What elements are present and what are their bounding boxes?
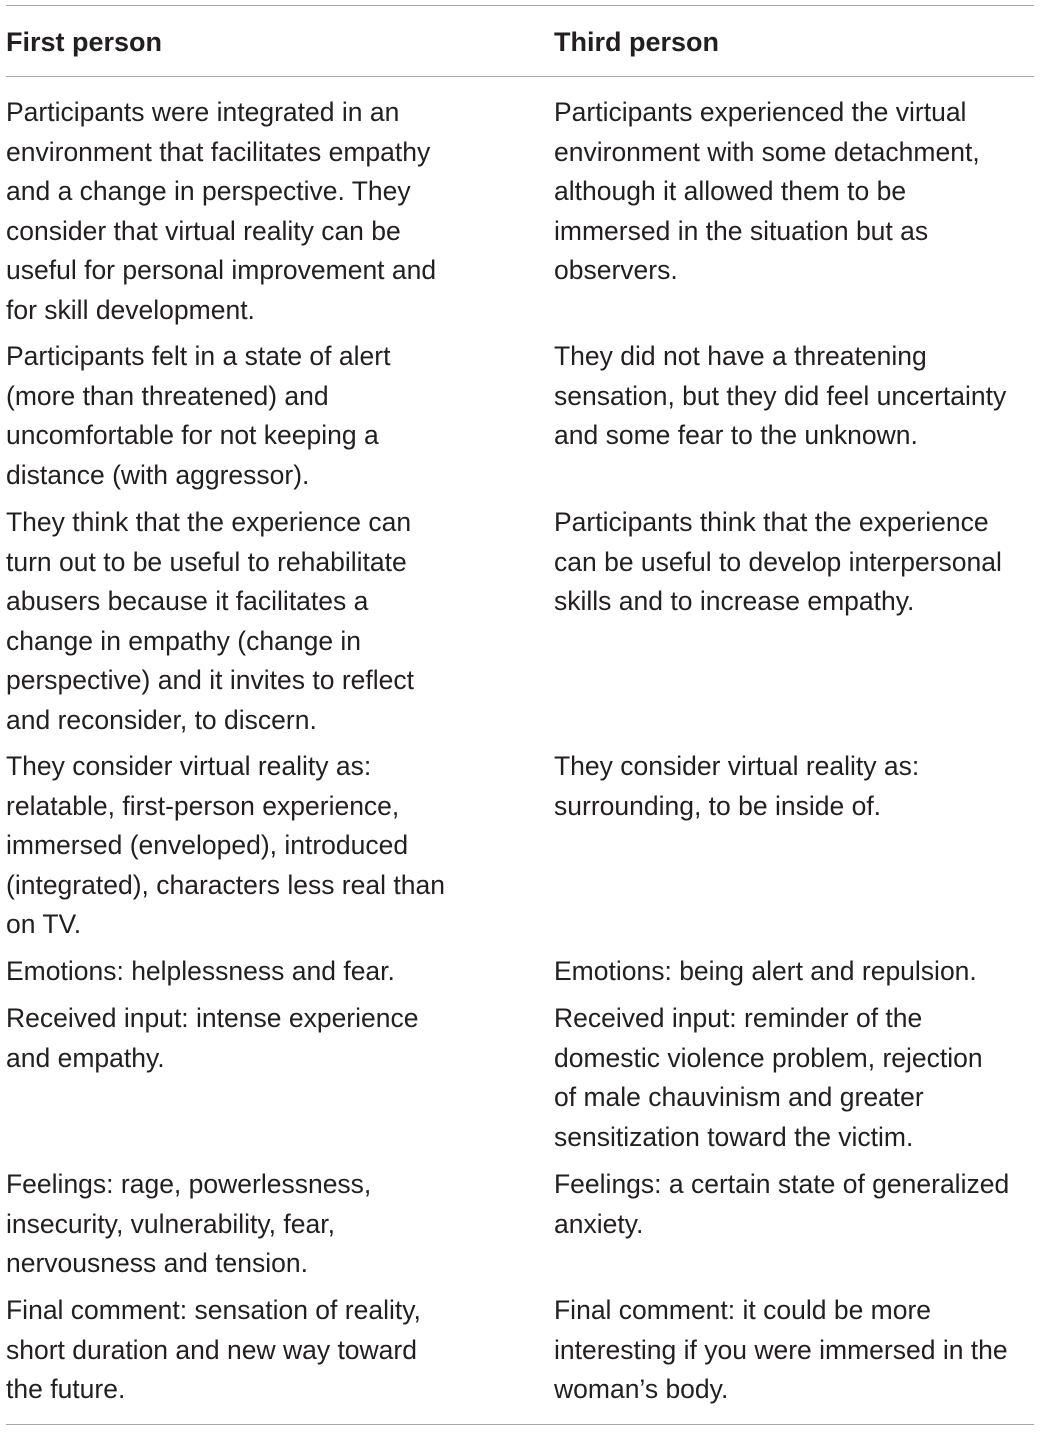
cell-third-person: Emotions: being alert and repulsion. xyxy=(554,956,977,986)
cell-third-person: Participants experienced the virtual environment with some detachment, although it allowed them to be immersed in the situation but as observers. xyxy=(554,97,980,286)
cell-first-person: They consider virtual reality as: relatable, first-person experience, immersed (enveloped), introduced (integrated), characters less real than on TV. xyxy=(6,751,445,940)
cell-third-person: Participants think that the experience can be useful to develop interpersonal skills and to increase empathy. xyxy=(554,507,1002,617)
cell-third-person: They consider virtual reality as: surrounding, to be inside of. xyxy=(554,751,920,821)
cell-third-person: Received input: reminder of the domestic violence problem, rejection of male chauvinism and greater sensitization toward the victim. xyxy=(554,1003,983,1152)
table-header-rule xyxy=(6,76,1034,77)
table-bottom-rule xyxy=(6,1424,1034,1425)
cell-first-person: Emotions: helplessness and fear. xyxy=(6,956,395,986)
cell-third-person: Feelings: a certain state of generalized anxiety. xyxy=(554,1169,1010,1239)
cell-first-person: Participants felt in a state of alert (more than threatened) and uncomfortable for not keeping a distance (with aggressor). xyxy=(6,341,391,490)
cell-first-person: Participants were integrated in an environment that facilitates empathy and a change in perspective. They consider that virtual reality can be useful for personal improvement and for skill development. xyxy=(6,97,437,325)
table-header-row xyxy=(6,22,1034,62)
cell-third-person: They did not have a threatening sensation, but they did feel uncertainty and some fear to the unknown. xyxy=(554,341,1007,451)
header-third-person: Third person xyxy=(554,27,720,57)
header-first-person: First person xyxy=(6,27,163,57)
cell-first-person: Feelings: rage, powerlessness, insecurity, vulnerability, fear, nervousness and tension. xyxy=(6,1169,372,1279)
cell-third-person: Final comment: it could be more interesting if you were immersed in the woman’s body. xyxy=(554,1295,1008,1405)
table-top-rule xyxy=(6,5,1034,6)
cell-first-person: Final comment: sensation of reality, short duration and new way toward the future. xyxy=(6,1295,421,1405)
cell-first-person: They think that the experience can turn out to be useful to rehabilitate abusers because it facilitates a change in empathy (change in perspective) and it invites to reflect and reconsider, to discern. xyxy=(6,507,414,735)
cell-first-person: Received input: intense experience and empathy. xyxy=(6,1003,419,1073)
